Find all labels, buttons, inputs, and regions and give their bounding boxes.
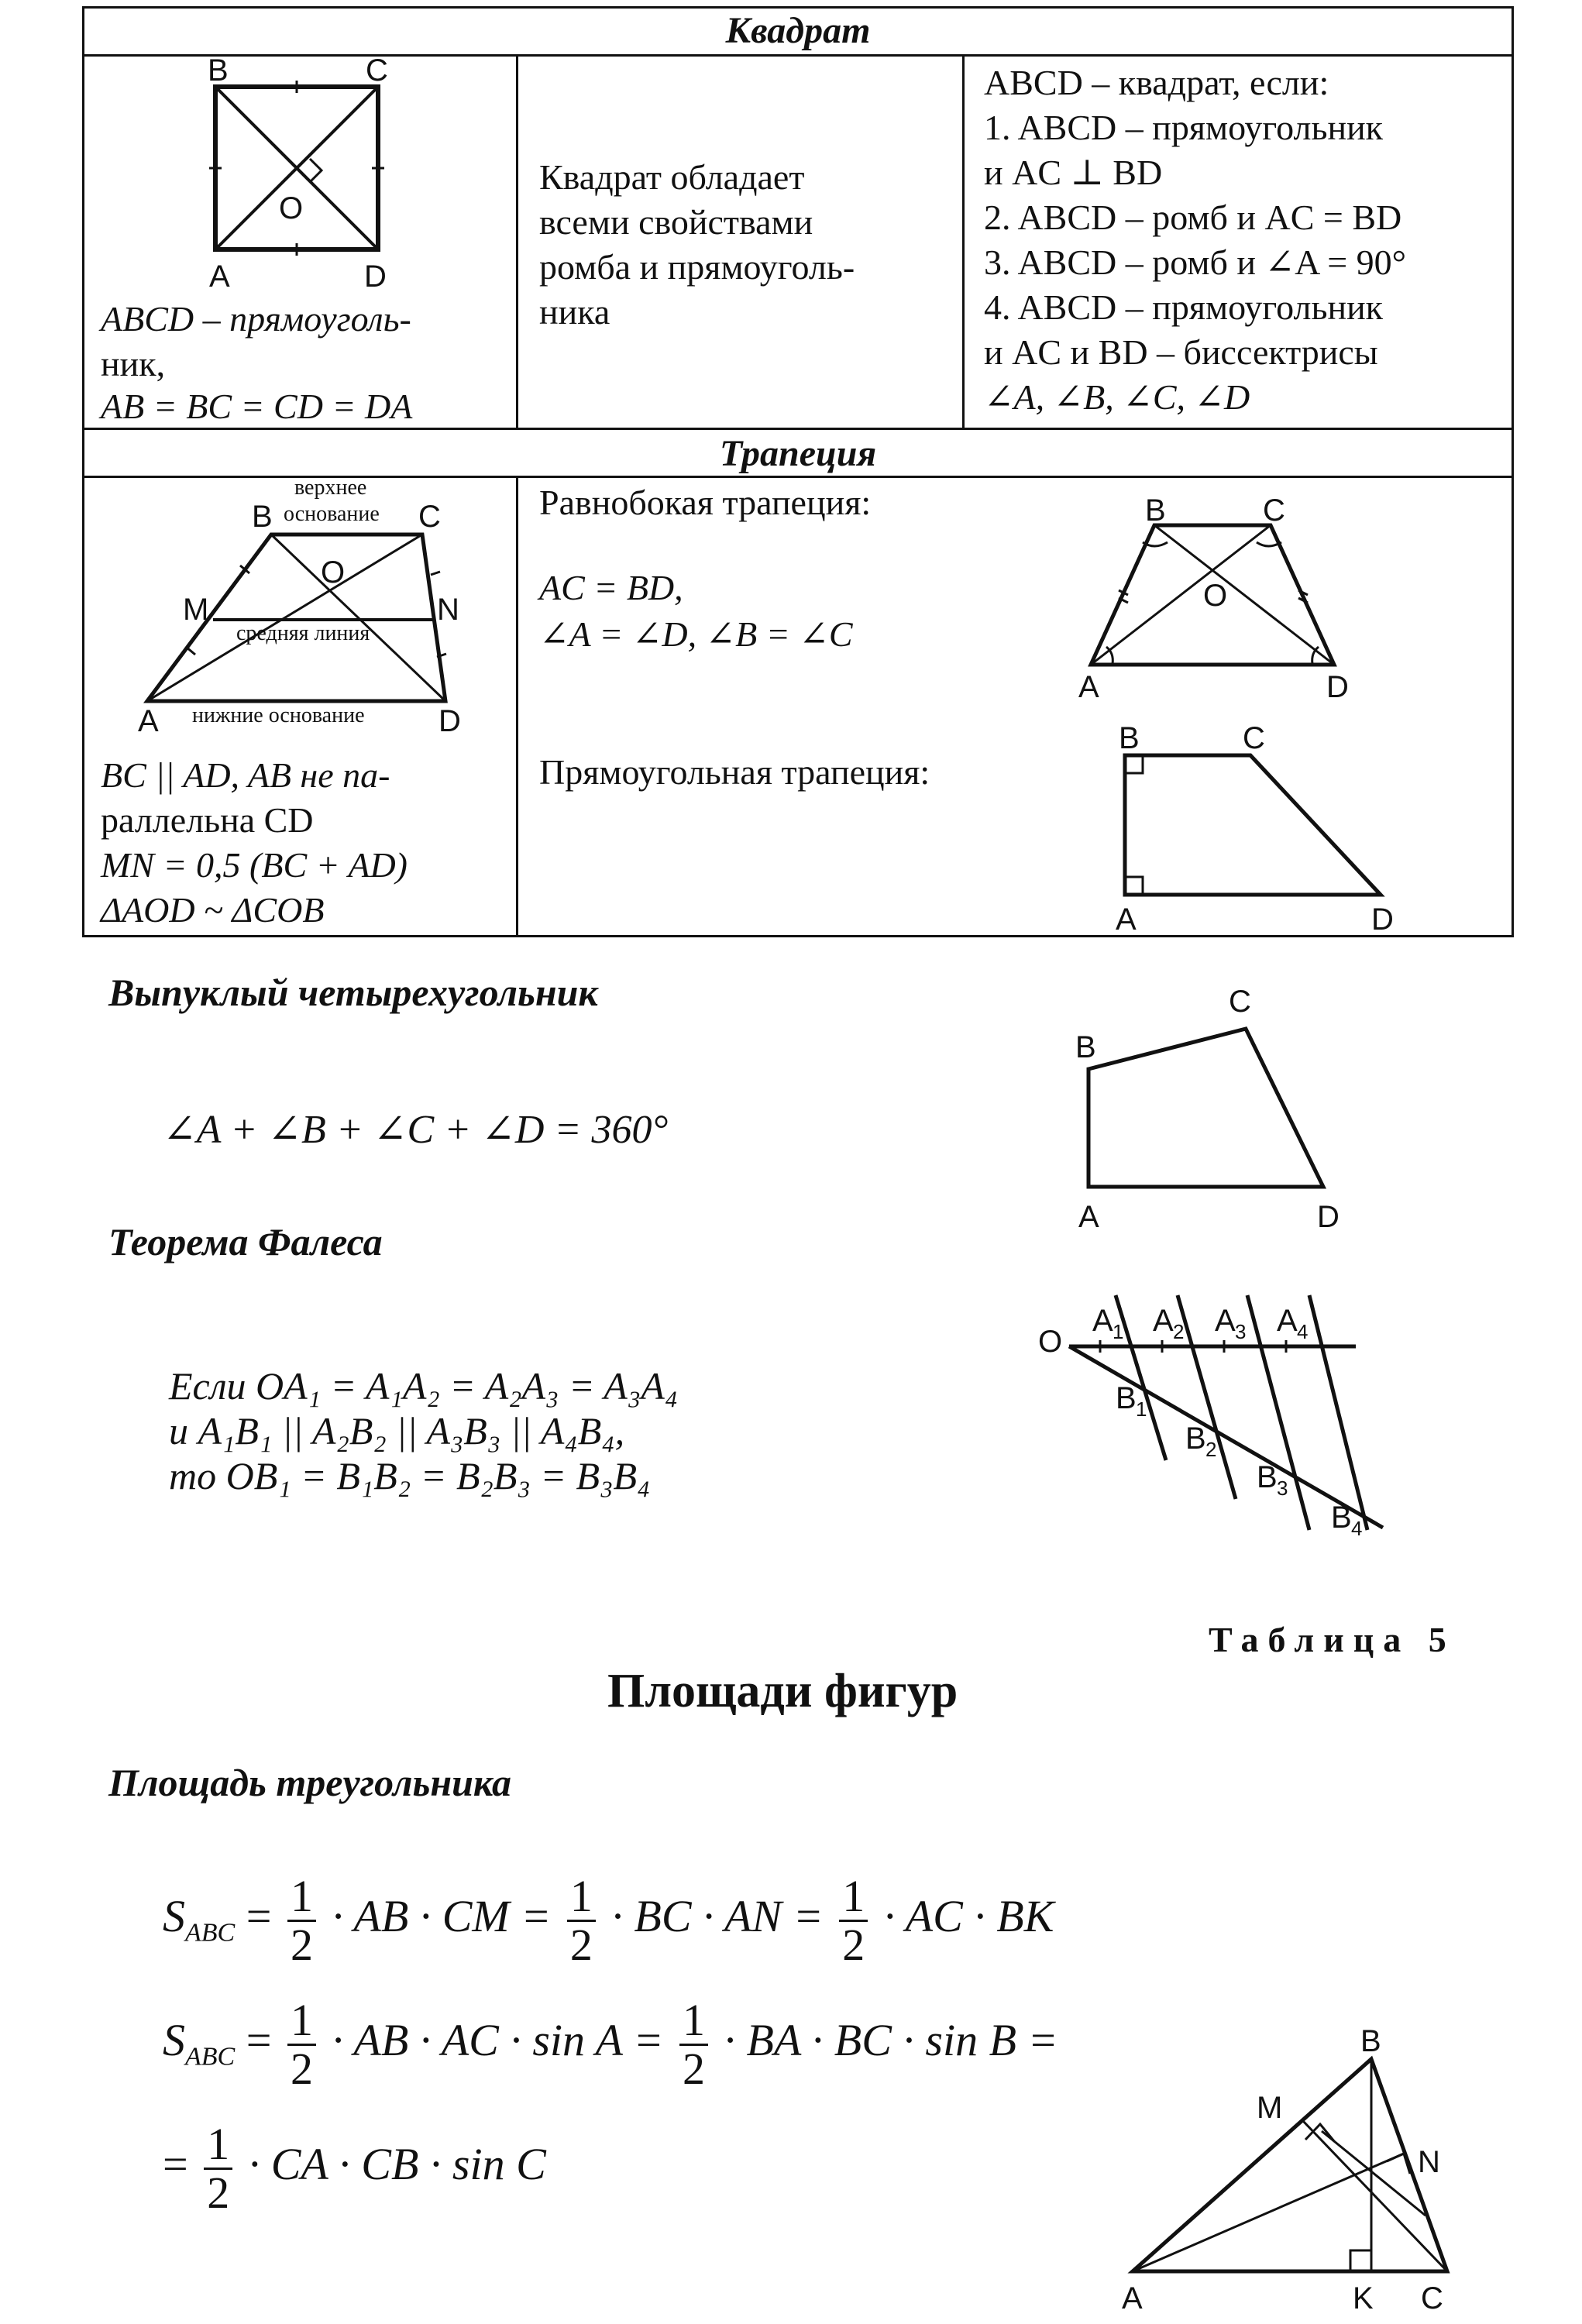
trap-def-line: MN = 0,5 (BC + AD)	[101, 845, 408, 885]
thales-label-b4: B	[1331, 1501, 1352, 1535]
area-formula-2: $S_{ABC}$ = $\frac{1}{2}$ · AB · AC · sin A = $\frac{1}{2}$ · BA · BC · sin B =	[163, 1995, 1058, 2094]
thales-index: 1	[1113, 1320, 1124, 1343]
square-label-d: D	[364, 260, 387, 294]
tri-label-c: C	[1421, 2281, 1443, 2315]
iso-label-a: A	[1078, 670, 1099, 704]
rt-label-a: A	[1116, 902, 1137, 937]
trap-label-o: O	[321, 555, 346, 590]
area-term: · BA · BC · sin B =	[724, 2014, 1058, 2065]
area-term: · AB · AC · sin A =	[332, 2014, 664, 2065]
square-def-line: ABCD – прямоуголь-	[101, 299, 411, 339]
convex-formula: ∠A + ∠B + ∠C + ∠D = 360°	[163, 1108, 669, 1152]
half-fraction: $\frac{1}{2}$	[567, 1873, 596, 1968]
square-criteria-line: ABCD – квадрат, если:	[984, 63, 1329, 102]
thales-index: 2	[1205, 1438, 1217, 1461]
square-label-a: A	[209, 260, 230, 294]
half-fraction: $\frac{1}{2}$	[204, 2121, 232, 2216]
thales-index: 1	[1136, 1397, 1147, 1421]
square-def-line: AB = BC = CD = DA	[101, 387, 413, 426]
half-fraction: $\frac{1}{2}$	[839, 1873, 868, 1968]
trap-top-label: верхнее	[294, 476, 367, 500]
triangle-area-title: Площадь треугольника	[108, 1761, 512, 1804]
area-lead: =	[163, 2138, 188, 2189]
iso-label-d: D	[1326, 670, 1349, 704]
area-term: · BC · AN =	[611, 1890, 824, 1941]
thales-label-o: O	[1038, 1325, 1063, 1359]
convex-label-b: B	[1075, 1030, 1096, 1064]
trap-label-b: B	[252, 500, 273, 534]
area-s: S	[163, 2014, 185, 2065]
half-fraction: $\frac{1}{2}$	[287, 1873, 316, 1968]
iso-label-o: O	[1203, 579, 1228, 613]
thales-label-a4: A	[1277, 1304, 1298, 1338]
isosceles-title: Равнобокая трапеция:	[539, 483, 872, 522]
trapezoid-header: Трапеция	[719, 433, 877, 474]
thales-index: 3	[1235, 1320, 1247, 1343]
thales-index: 3	[1277, 1477, 1288, 1500]
area-sub: ABC	[185, 1918, 236, 1948]
thales-label-b3: B	[1257, 1460, 1278, 1494]
thales-label-b2: B	[1185, 1422, 1206, 1456]
thales-label-a2: A	[1153, 1304, 1174, 1338]
trap-label-a: A	[138, 704, 159, 738]
isosceles-line: AC = BD,	[539, 568, 683, 607]
trap-def-line: ΔAOD ~ ΔCOB	[101, 890, 325, 930]
square-criteria-line: 2. ABCD – ромб и AC = BD	[984, 198, 1402, 237]
thales-line: и A₁B₁ || A₂B₂ || A₃B₃ || A₄B₄,	[169, 1409, 625, 1452]
trap-label-n: N	[437, 593, 459, 627]
rt-label-c: C	[1243, 721, 1265, 755]
square-label-c: C	[366, 53, 388, 88]
square-def-line: ник,	[101, 344, 166, 383]
table-number: Таблица 5	[1209, 1620, 1456, 1659]
rt-label-d: D	[1371, 902, 1394, 937]
square-header: Квадрат	[725, 10, 871, 51]
half-fraction: $\frac{1}{2}$	[679, 1997, 708, 2092]
trap-bottom-label: нижние основание	[192, 703, 365, 727]
square-property-line: ромба и прямоуголь-	[539, 247, 855, 287]
thales-label-a3: A	[1215, 1304, 1236, 1338]
iso-label-b: B	[1145, 493, 1166, 528]
square-criteria-line: ∠A, ∠B, ∠C, ∠D	[984, 377, 1250, 417]
trap-def-line: раллельна CD	[101, 800, 314, 840]
thales-line: то OB₁ = B₁B₂ = B₂B₃ = B₃B₄	[169, 1454, 651, 1497]
convex-label-d: D	[1317, 1200, 1340, 1234]
thales-index: 4	[1297, 1320, 1309, 1343]
square-criteria-line: и AC ⊥ BD	[984, 153, 1163, 192]
square-criteria-line: 4. ABCD – прямоугольник	[984, 287, 1384, 327]
tri-label-n: N	[1418, 2145, 1440, 2179]
trap-def-line: BC || AD, AB не па-	[101, 755, 390, 795]
square-label-o: O	[279, 191, 304, 225]
square-property-line: ника	[539, 292, 610, 332]
square-property-line: Квадрат обладает	[539, 157, 805, 197]
square-label-b: B	[208, 53, 229, 88]
square-criteria-line: и AC и BD – биссектрисы	[984, 332, 1378, 372]
area-term: · AC · BK	[883, 1890, 1054, 1941]
tri-label-m: M	[1257, 2091, 1283, 2125]
area-term: · AB · CM =	[332, 1890, 552, 1941]
page-title: Площади фигур	[607, 1665, 958, 1717]
area-s: S	[163, 1890, 185, 1941]
thales-index: 4	[1351, 1517, 1363, 1540]
square-criteria-line: 3. ABCD – ромб и ∠A = 90°	[984, 242, 1407, 282]
rt-label-b: B	[1119, 721, 1140, 755]
square-criteria-line: 1. ABCD – прямоугольник	[984, 108, 1384, 147]
convex-label-a: A	[1078, 1200, 1099, 1234]
thales-label-a1: A	[1092, 1304, 1113, 1338]
tri-label-k: K	[1353, 2281, 1374, 2315]
convex-label-c: C	[1229, 985, 1251, 1019]
isosceles-line: ∠A = ∠D, ∠B = ∠C	[539, 614, 853, 654]
trap-label-m: M	[183, 593, 209, 627]
convex-title: Выпуклый четырехугольник	[108, 971, 598, 1014]
thales-title: Теорема Фалеса	[108, 1220, 383, 1263]
iso-label-c: C	[1263, 493, 1285, 528]
trap-label-d: D	[438, 704, 461, 738]
trap-label-c: C	[418, 500, 441, 534]
area-term: · CA · CB · sin C	[248, 2138, 546, 2189]
area-sub: ABC	[185, 2042, 236, 2071]
tri-label-a: A	[1122, 2281, 1143, 2315]
area-formula-1: $S_{ABC}$ = $\frac{1}{2}$ · AB · CM = $\frac{1}{2}$ · BC · AN = $\frac{1}{2}$ · AC · BK	[163, 1871, 1054, 1970]
thales-label-b1: B	[1116, 1381, 1137, 1415]
trap-mid-label: средняя линия	[236, 621, 370, 645]
thales-line: Если OA₁ = A₁A₂ = A₂A₃ = A₃A₄	[169, 1364, 679, 1408]
right-trap-title: Прямоугольная трапеция:	[539, 752, 930, 792]
tri-label-b: B	[1360, 2024, 1381, 2058]
square-property-line: всеми свойствами	[539, 202, 813, 242]
thales-index: 2	[1173, 1320, 1185, 1343]
trap-top-label2: основание	[284, 502, 380, 526]
half-fraction: $\frac{1}{2}$	[287, 1997, 316, 2092]
